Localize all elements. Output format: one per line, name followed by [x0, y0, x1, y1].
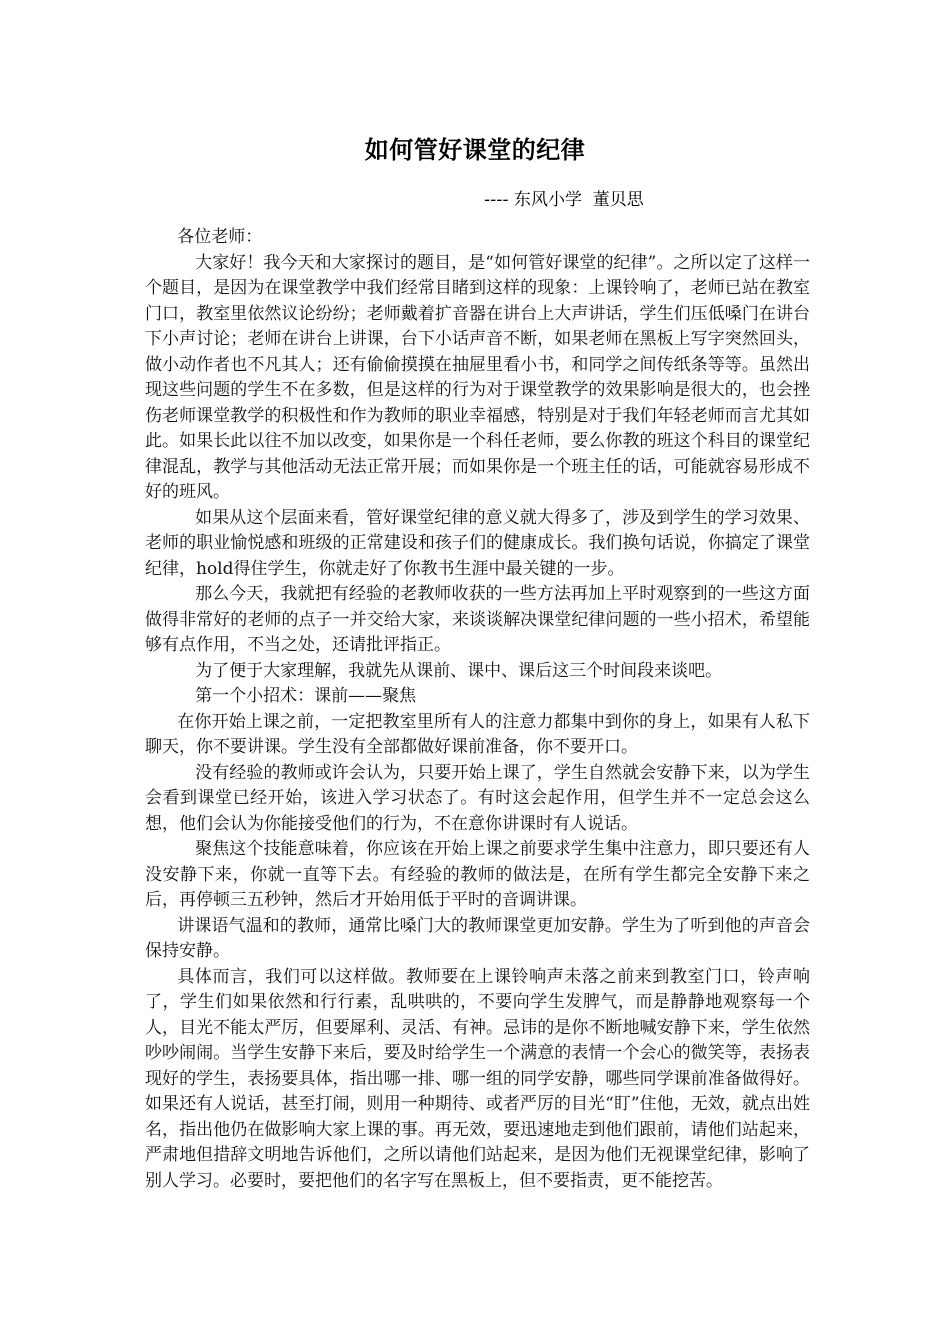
paragraph: 为了便于大家理解，我就先从课前、课中、课后这三个时间段来谈吧。	[195, 660, 723, 681]
salutation: 各位老师：	[177, 227, 263, 247]
paragraph: 聚焦这个技能意味着，你应该在开始上课之前要求学生集中注意力，即只要还有人没安静下来，你就一直等下去。有经验的教师的做法是，在所有学生都完全安静下来之后，再停顿三五秒钟，然后才开始用低于平时的音调讲课。	[145, 839, 810, 910]
page-title: 如何管好课堂的纪律	[364, 136, 586, 164]
paragraph: 大家好！我今天和大家探讨的题目，是“如何管好课堂的纪律”。之所以定了这样一个题目，是因为在课堂教学中我们经常目睹到这样的现象：上课铃响了，老师已站在教室门口，教室里依然议论纷纷；老师戴着扩音器在讲台上大声讲话，学生们压低嗓门在讲台下小声讨论；老师在讲台上讲课，台下小话声音不断，如果老师在黑板上写字突然回头，做小动作者也不凡其人；还有偷偷摸摸在抽屉里看小书，和同学之间传纸条等等。虽然出现这些问题的学生不在多数，但是这样的行为对于课堂教学的效果影响是很大的，也会挫伤老师课堂教学的积极性和作为教师的职业幸福感，特别是对于我们年轻老师而言尤其如此。如果长此以往不加以改变，如果你是一个科任老师，要么你教的班这个科目的课堂纪律混乱，教学与其他活动无法正常开展；而如果你是一个班主任的话，可能就容易形成不好的班风。	[145, 252, 810, 502]
document-body	[145, 225, 810, 1194]
author-line: ---- 东风小学 董贝思	[484, 190, 644, 210]
paragraph: 具体而言，我们可以这样做。教师要在上课铃响声未落之前来到教室门口，铃声响了，学生们如果依然和行行素，乱哄哄的，不要向学生发脾气，而是静静地观察每一个人，目光不能太严厉，但要犀利、灵活、有神。忌讳的是你不断地喊安静下来，学生依然吵吵闹闹。当学生安静下来后，要及时给学生一个满意的表情一个会心的微笑等，表扬表现好的学生，表扬要具体，指出哪一排、哪一组的同学安静，哪些同学课前准备做得好。如果还有人说话，甚至打闹，则用一种期待、或者严厉的目光“盯”住他，无效，就点出姓名，指出他仍在做影响大家上课的事。再无效，要迅速地走到他们跟前，请他们站起来，严肃地但措辞文明地告诉他们，之所以请他们站起来，是因为他们无视课堂纪律，影响了别人学习。必要时，要把他们的名字写在黑板上，但不要指责，更不能挖苦。	[145, 966, 810, 1191]
paragraph: 讲课语气温和的教师，通常比嗓门大的教师课堂更加安静。学生为了听到他的声音会保持安静。	[145, 915, 810, 961]
paragraph: 在你开始上课之前，一定把教室里所有人的注意力都集中到你的身上，如果有人私下聊天，你不要讲课。学生没有全部都做好课前准备，你不要开口。	[145, 711, 810, 757]
paragraph: 那么今天，我就把有经验的老教师收获的一些方法再加上平时观察到的一些这方面做得非常好的老师的点子一并交给大家，来谈谈解决课堂纪律问题的一些小招术，希望能够有点作用，不当之处，还请批评指正。	[145, 584, 810, 655]
paragraph: 如果从这个层面来看，管好课堂纪律的意义就大得多了，涉及到学生的学习效果、老师的职业愉悦感和班级的正常建设和孩子们的健康成长。我们换句话说，你搞定了课堂纪律，hold得住学生，你就走好了你教书生涯中最关键的一步。	[145, 507, 810, 579]
section-heading: 第一个小招术：课前——聚焦	[195, 686, 417, 706]
paragraph: 没有经验的教师或许会认为，只要开始上课了，学生自然就会安静下来，以为学生会看到课堂已经开始，该进入学习状态了。有时这会起作用，但学生并不一定总会这么想，他们会认为你能接受他们的行为，不在意你讲课时有人说话。	[145, 762, 810, 834]
